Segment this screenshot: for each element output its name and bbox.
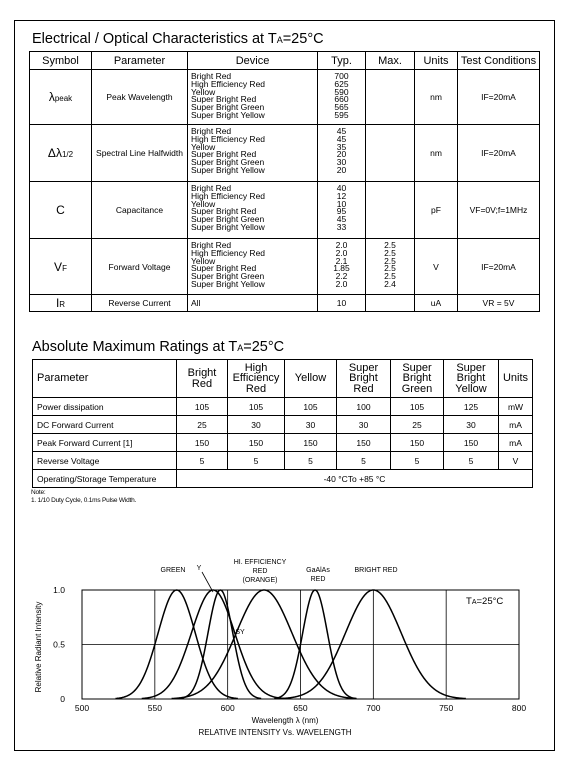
- device-name: Bright Red: [191, 126, 232, 136]
- device-name: Super Bright Red: [191, 149, 257, 160]
- typ-value: 10: [336, 198, 347, 209]
- value-cell: 30: [444, 416, 499, 434]
- col-header-line: Units: [502, 372, 529, 385]
- col-header-line: Red: [191, 377, 213, 390]
- device-name: High Efficiency Red: [191, 190, 266, 201]
- test-condition-cell: VR = 5V: [458, 295, 540, 312]
- curve-label: HI. EFFICIENCY: [233, 559, 287, 566]
- y-label-leader: [202, 572, 213, 592]
- device-name: High Efficiency Red: [191, 247, 266, 258]
- typ-value: 590: [334, 86, 349, 97]
- x-axis-label: [252, 716, 319, 725]
- typ-value: 40: [336, 183, 347, 193]
- col-header-line: Red: [245, 382, 267, 395]
- col-header-line: Super: [348, 361, 379, 374]
- curve-label: BRIGHT RED: [354, 567, 398, 574]
- parameter-cell: Spectral Line Halfwidth: [92, 125, 188, 182]
- col-header-line: Yellow: [455, 382, 487, 395]
- typ-value: 1.85: [333, 263, 350, 274]
- device-name: Super Bright Red: [191, 94, 257, 105]
- value-cell: 30: [228, 416, 285, 434]
- test-condition-cell: IF=20mA: [458, 239, 540, 295]
- value-cell: 5: [444, 452, 499, 470]
- value-cell: 150: [444, 434, 499, 452]
- typ-value: 2.2: [335, 271, 348, 282]
- absolute-title: Absolute Maximum Ratings at TA=25°C: [32, 339, 285, 355]
- device-name: All: [191, 298, 201, 308]
- curve-label: (ORANGE): [242, 577, 278, 584]
- typ-value: 30: [336, 157, 347, 168]
- note-text: 1. 1/10 Duty Cycle, 0.1ms Pulse Width.: [31, 497, 137, 504]
- typ-value: 595: [334, 109, 349, 120]
- col-header-line: Green: [401, 382, 433, 395]
- value-cell: 150: [285, 434, 337, 452]
- unit-cell: mA: [499, 434, 533, 452]
- x-tick-label: 700: [366, 703, 381, 713]
- typ-value: 2.0: [335, 278, 348, 289]
- curve-label: GREEN: [160, 567, 186, 574]
- chart-title: RELATIVE INTENSITY Vs. WAVELENGTH: [198, 728, 352, 737]
- value-cell: 5: [177, 452, 228, 470]
- device-name: Super Bright Green: [191, 157, 265, 168]
- symbol: C: [56, 203, 65, 217]
- unit-cell: mW: [499, 398, 533, 416]
- col-header: Device: [188, 52, 318, 70]
- device-name: Yellow: [191, 198, 216, 209]
- curve-label: RED: [310, 576, 326, 583]
- max-value: 2.5: [384, 255, 396, 266]
- symbol: λ: [48, 90, 55, 104]
- units-cell: nm: [415, 70, 458, 125]
- device-name: Super Bright Yellow: [191, 164, 265, 175]
- x-tick-label: 500: [74, 703, 90, 713]
- typ-value: 10: [336, 298, 347, 308]
- x-tick-label: 800: [511, 703, 527, 713]
- unit-cell: mA: [499, 416, 533, 434]
- x-tick-label: 550: [147, 703, 162, 713]
- unit-cell: V: [499, 452, 533, 470]
- value-cell: 5: [228, 452, 285, 470]
- typ-value: 45: [336, 133, 347, 144]
- max-value: 2.5: [384, 247, 396, 258]
- typ-value: 625: [334, 78, 349, 89]
- typ-value: 660: [334, 94, 349, 105]
- temperature-annotation: [466, 596, 503, 607]
- y-tick-label: 0.5: [53, 639, 65, 650]
- device-name: Bright Red: [191, 240, 232, 250]
- symbol-subscript: peak: [54, 94, 73, 103]
- parameter-cell: Operating/Storage Temperature: [33, 470, 177, 488]
- device-name: Bright Red: [191, 183, 232, 193]
- test-condition-cell: IF=20mA: [458, 125, 540, 182]
- max-value: 2.5: [384, 263, 396, 274]
- annotation-part: =25°C: [476, 596, 504, 607]
- units-cell: uA: [415, 295, 458, 312]
- device-name: Super Bright Yellow: [191, 109, 265, 120]
- col-header-line: Efficiency: [232, 372, 280, 385]
- temperature-range-cell: -40 °CTo +85 °C: [177, 470, 533, 488]
- typ-value: 33: [336, 221, 347, 232]
- parameter-cell: Peak Forward Current [1]: [33, 434, 177, 452]
- curve-label: GaAlAs: [306, 567, 330, 574]
- annotation-part: T: [466, 596, 472, 607]
- symbol-subscript: 1/2: [61, 150, 74, 159]
- typ-value: 20: [336, 164, 347, 175]
- typ-value: 2.0: [335, 240, 348, 250]
- y-tick-label: 1.0: [53, 585, 65, 595]
- note-label: Note:: [31, 489, 46, 496]
- value-cell: 30: [337, 416, 391, 434]
- typ-value: 20: [336, 149, 347, 160]
- parameter-cell: Peak Wavelength: [92, 70, 188, 125]
- value-cell: 150: [177, 434, 228, 452]
- curve-label: Y: [196, 565, 202, 572]
- units-cell: pF: [415, 182, 458, 239]
- device-name: Yellow: [191, 86, 216, 97]
- typ-value: 35: [336, 141, 347, 152]
- device-name: Yellow: [191, 255, 216, 266]
- value-cell: 150: [391, 434, 444, 452]
- col-header-line: Super: [456, 361, 486, 374]
- col-header: Test Conditions: [458, 52, 540, 70]
- parameter-cell: DC Forward Current: [33, 416, 177, 434]
- x-axis-label-unit: λ (nm): [295, 716, 319, 725]
- device-name: Super Bright Yellow: [191, 221, 265, 232]
- typ-value: 700: [334, 71, 349, 81]
- symbol: I: [55, 296, 60, 310]
- parameter-cell: Power dissipation: [33, 398, 177, 416]
- value-cell: 105: [391, 398, 444, 416]
- value-cell: 5: [337, 452, 391, 470]
- y-axis-label: Relative Radiant Intensity: [34, 601, 43, 693]
- typ-value: 2.0: [335, 247, 348, 258]
- parameter-cell: Forward Voltage: [92, 239, 188, 295]
- col-header: Units: [415, 52, 458, 70]
- col-header: Symbol: [30, 52, 92, 70]
- x-tick-label: 750: [439, 703, 454, 713]
- col-header-line: Bright: [349, 372, 378, 385]
- x-tick-label: 650: [293, 703, 308, 713]
- parameter-cell: Capacitance: [92, 182, 188, 239]
- col-header: Parameter: [92, 52, 188, 70]
- col-header-line: Bright: [187, 367, 217, 379]
- value-cell: 150: [337, 434, 391, 452]
- y-tick-label: 0: [60, 694, 65, 704]
- symbol-subscript: F: [62, 263, 67, 273]
- typ-value: 45: [336, 126, 347, 136]
- device-name: Super Bright Green: [191, 271, 265, 282]
- max-value: 2.5: [384, 240, 396, 250]
- symbol: Δλ: [47, 146, 62, 160]
- parameter-cell: Reverse Voltage: [33, 452, 177, 470]
- x-tick-label: 600: [220, 703, 235, 713]
- device-name: Super Bright Red: [191, 263, 257, 274]
- symbol-subscript: R: [59, 300, 66, 309]
- x-axis-label-text: Wavelength: [251, 716, 296, 725]
- value-cell: 5: [391, 452, 444, 470]
- parameter-cell: Reverse Current: [92, 295, 188, 312]
- typ-value: 2.1: [335, 255, 348, 266]
- units-cell: V: [415, 239, 458, 295]
- typ-value: 12: [336, 190, 347, 201]
- device-name: Bright Red: [191, 71, 232, 81]
- col-header-line: Red: [353, 382, 374, 395]
- device-name: Super Bright Green: [191, 214, 265, 225]
- test-condition-cell: IF=20mA: [458, 70, 540, 125]
- col-header-line: Parameter: [37, 372, 89, 385]
- max-value: 2.5: [384, 271, 396, 282]
- col-header-line: Yellow: [294, 372, 327, 385]
- curve-label: RED: [252, 568, 268, 575]
- annotation-part: A: [471, 599, 477, 606]
- value-cell: 105: [285, 398, 337, 416]
- value-cell: 105: [177, 398, 228, 416]
- device-name: Super Bright Green: [191, 102, 265, 113]
- max-value: 2.4: [384, 278, 396, 289]
- curve-label: SY: [235, 629, 245, 636]
- device-name: Yellow: [191, 141, 216, 152]
- device-name: High Efficiency Red: [191, 133, 266, 144]
- device-name: Super Bright Red: [191, 206, 257, 217]
- col-header: Typ.: [318, 52, 366, 70]
- typ-value: 45: [336, 214, 347, 225]
- col-header-line: Bright: [456, 372, 486, 385]
- value-cell: 25: [391, 416, 444, 434]
- col-header: Max.: [366, 52, 415, 70]
- symbol: V: [54, 259, 63, 274]
- value-cell: 25: [177, 416, 228, 434]
- value-cell: 5: [285, 452, 337, 470]
- value-cell: 105: [228, 398, 285, 416]
- col-header-line: Bright: [402, 372, 432, 385]
- value-cell: 125: [444, 398, 499, 416]
- device-name: Super Bright Yellow: [191, 278, 265, 289]
- value-cell: 30: [285, 416, 337, 434]
- value-cell: 100: [337, 398, 391, 416]
- typ-value: 95: [336, 206, 347, 217]
- units-cell: nm: [415, 125, 458, 182]
- col-header-line: Super: [402, 361, 432, 374]
- col-header-line: High: [244, 361, 268, 374]
- test-condition-cell: VF=0V;f=1MHz: [458, 182, 540, 239]
- typ-value: 565: [334, 102, 349, 113]
- electrical-title: Electrical / Optical Characteristics at TA=25°C: [32, 31, 324, 47]
- device-name: High Efficiency Red: [191, 78, 266, 89]
- value-cell: 150: [228, 434, 285, 452]
